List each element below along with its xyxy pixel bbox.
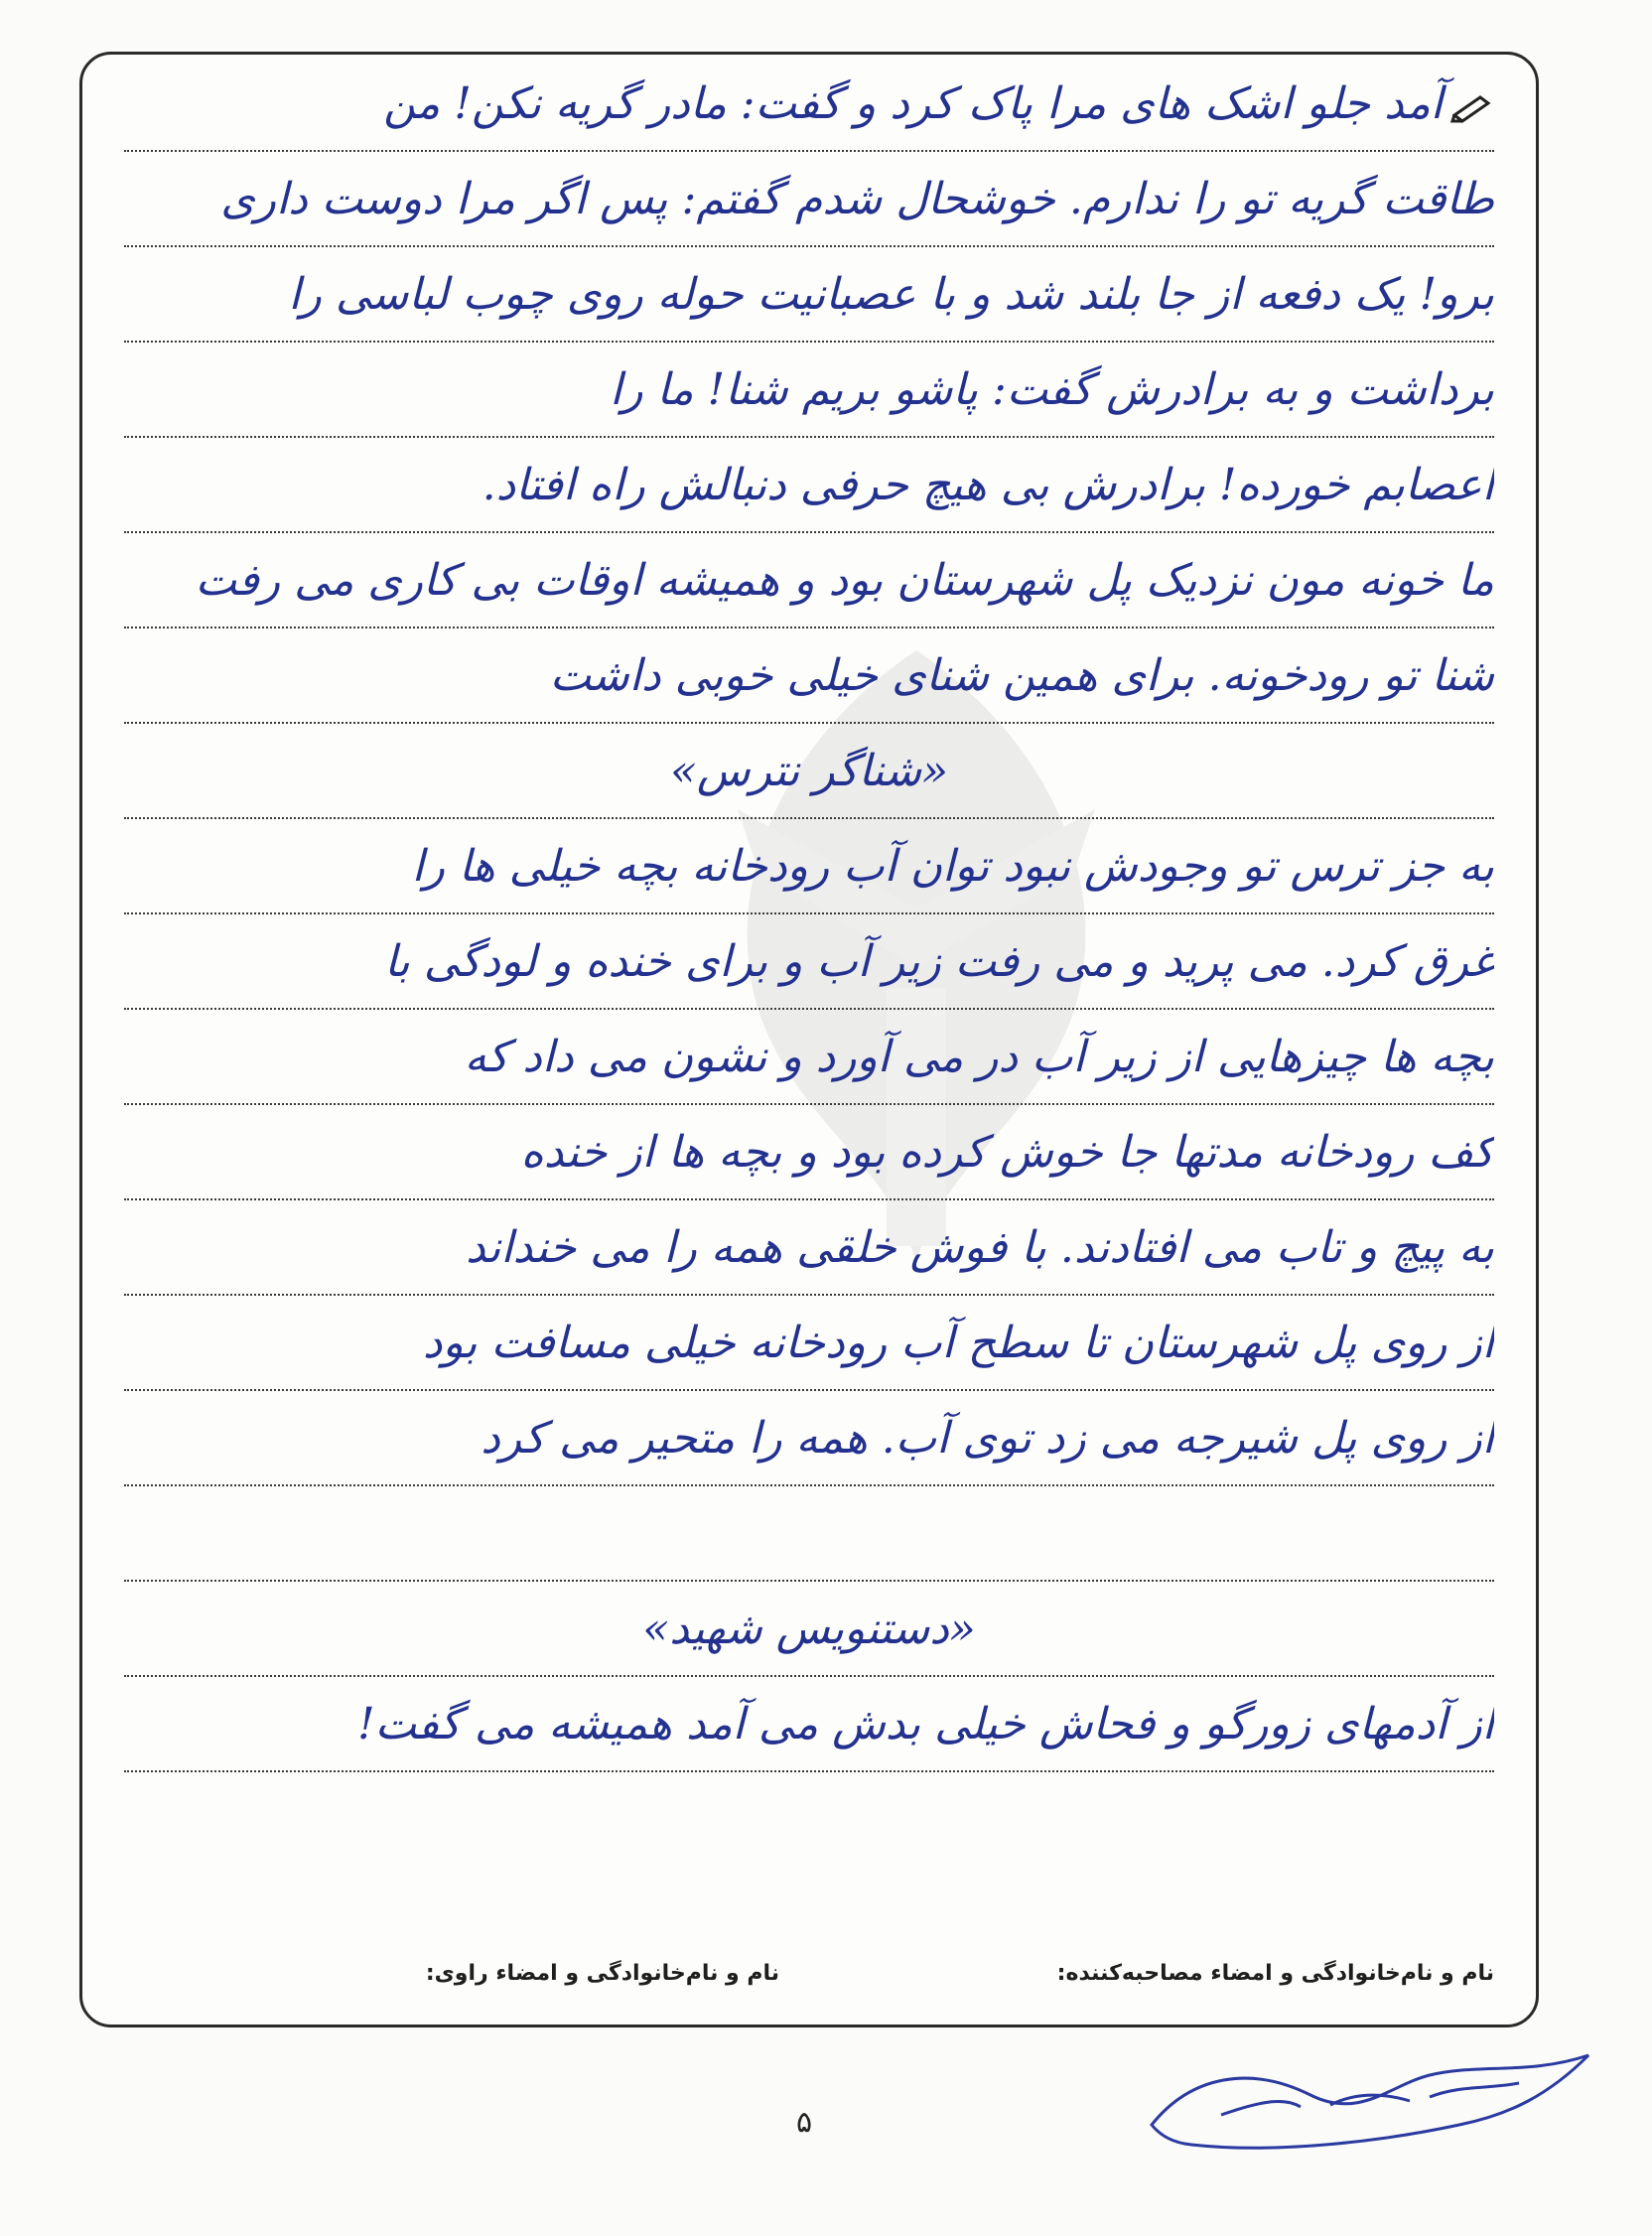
page-number: ۵ bbox=[795, 2105, 813, 2140]
text-line-9: به جز ترس تو وجودش نبود توان آب رودخانه بچه خیلی ها را bbox=[124, 825, 1494, 914]
text-line-7: شنا تو رودخونه. برای همین شنای خیلی خوبی داشت bbox=[124, 634, 1494, 724]
handwritten-signature bbox=[1132, 2035, 1628, 2165]
text-line-5: اعصابم خورده! برادرش بی هیچ حرفی دنبالش راه افتاد. bbox=[124, 444, 1494, 533]
narrator-signature-label: نام و نام‌خانوادگی و امضاء راوی: bbox=[425, 1961, 779, 1986]
pen-hand-icon bbox=[1450, 91, 1494, 123]
text-line-16-empty bbox=[124, 1492, 1494, 1582]
text-line-6: ما خونه مون نزدیک پل شهرستان بود و همیشه اوقات بی کاری می رفت bbox=[124, 539, 1494, 629]
text-line-11: بچه ها چیزهایی از زیر آب در می آورد و نشون می داد که bbox=[124, 1016, 1494, 1105]
text-line-1 bbox=[124, 63, 1494, 152]
text-line-14: از روی پل شهرستان تا سطح آب رودخانه خیلی مسافت بود bbox=[124, 1302, 1494, 1391]
text-line-4: برداشت و به برادرش گفت: پاشو بریم شنا! ما را bbox=[124, 349, 1494, 438]
interviewer-signature-label: نام و نام‌خانوادگی و امضاء مصاحبه‌کننده: bbox=[1056, 1961, 1494, 1986]
text-line-3: برو! یک دفعه از جا بلند شد و با عصبانیت حوله روی چوب لباسی را bbox=[124, 253, 1494, 343]
text-line-1-content: آمد جلو اشک های مرا پاک کرد و گفت: مادر گریه نکن! من bbox=[383, 78, 1443, 129]
text-line-2: طاقت گریه تو را ندارم. خوشحال شدم گفتم: پس اگر مرا دوست داری bbox=[124, 158, 1494, 247]
text-line-13: به پیچ و تاب می افتادند. با فوش خلقی همه را می خنداند bbox=[124, 1206, 1494, 1296]
text-line-8-heading: «شناگر نترس» bbox=[124, 730, 1494, 819]
text-line-15: از روی پل شیرجه می زد توی آب. همه را متحیر می کرد bbox=[124, 1397, 1494, 1486]
text-line-12: کف رودخانه مدتها جا خوش کرده بود و بچه ها از خنده bbox=[124, 1111, 1494, 1200]
text-line-18: از آدمهای زورگو و فحاش خیلی بدش می آمد همیشه می گفت! bbox=[124, 1683, 1494, 1772]
text-line-17-heading: «دستنویس شهید» bbox=[124, 1588, 1494, 1677]
text-line-10: غرق کرد. می پرید و می رفت زیر آب و برای خنده و لودگی با bbox=[124, 920, 1494, 1010]
form-sheet bbox=[79, 52, 1539, 2027]
